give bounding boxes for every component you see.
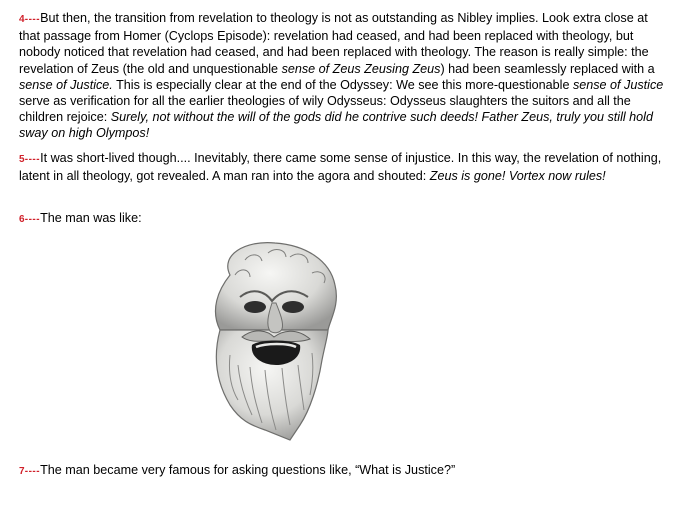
paragraph-number: 6	[19, 214, 25, 225]
text-run: This is especially clear at the end of the Odyssey: We see this more-questionable	[112, 77, 573, 92]
theatre-mask-image	[190, 235, 355, 445]
italic-run: sense of Zeus Zeusing Zeus	[281, 61, 441, 76]
paragraph-number: 4	[19, 14, 25, 25]
text-run: The man became very famous for asking questions like, “What is Justice?”	[40, 463, 456, 477]
text-run: It was short-lived though.... Inevitably, there came some sense of injustice. In this way, the revelation of nothing, latent in all theology, got revealed. A man ran into the agora and shouted:	[19, 151, 662, 184]
text-run: serve as verification for all the earlier theologies of wily Odysseus: Odysseus slaughters the suitors and all the children rejoice:	[19, 94, 631, 125]
paragraph-dashes: ----	[24, 466, 41, 477]
italic-run: sense of Justice.	[19, 77, 113, 92]
text-run: The man was like:	[40, 211, 142, 225]
italic-run: Surely, not without the will of the gods did he contrive such deeds! Father Zeus, truly you still hold sway on high Olympos!	[19, 110, 653, 141]
paragraph-number: 7	[19, 466, 25, 477]
paragraph-number: 5	[19, 154, 25, 165]
paragraph-5	[19, 150, 667, 184]
text-run: But then, the transition from revelation to theology is not as outstanding as Nibley implies. Look extra close at that passage from Homer (Cyclops Episode): revelation had ceased, and had been replaced with theology, but nobody noticed that revelation had ceased, and had been replaced with theology. The reason is really simple: the revelation of Zeus (the old and unquestionable	[19, 11, 649, 76]
italic-run: sense of Justice	[572, 77, 664, 92]
paragraph-dashes: ----	[24, 154, 41, 165]
theatre-mask-icon	[190, 235, 355, 445]
paragraph-dashes: ----	[24, 214, 41, 225]
paragraph-4	[19, 10, 667, 142]
paragraph-7	[19, 462, 667, 480]
paragraph-6	[19, 210, 667, 228]
italic-run: Zeus is gone! Vortex now rules!	[429, 169, 606, 184]
paragraph-dashes: ----	[24, 14, 41, 25]
text-run: ) had been seamlessly replaced with a	[440, 61, 655, 76]
